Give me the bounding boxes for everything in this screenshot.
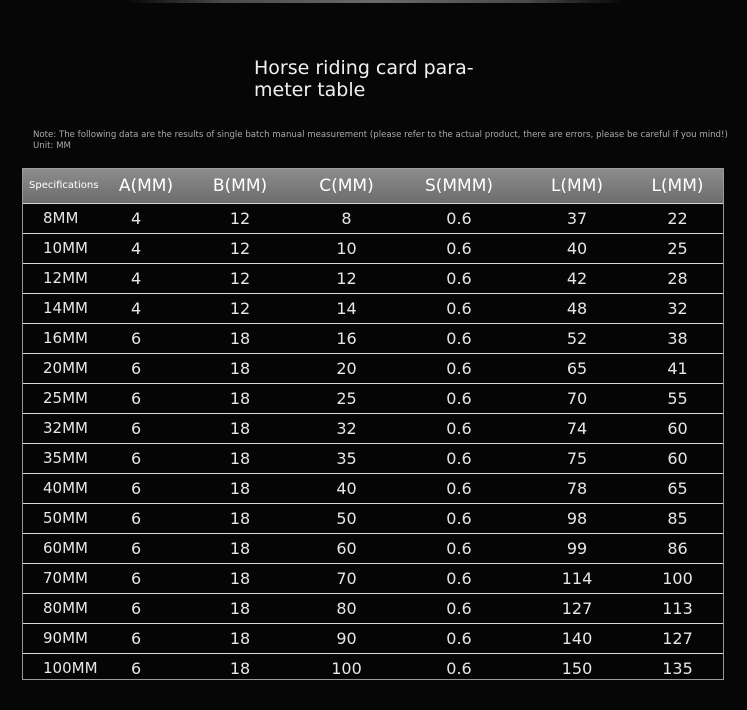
cell-c: 50 xyxy=(336,508,357,528)
cell-a: 6 xyxy=(131,628,142,648)
cell-a: 4 xyxy=(131,268,142,288)
cell-spec: 10MM xyxy=(43,239,88,257)
page-title: Horse riding card para- meter table xyxy=(254,57,474,101)
cell-l1: 40 xyxy=(566,238,588,258)
cell-l1: 78 xyxy=(566,478,588,498)
cell-l1: 52 xyxy=(566,328,588,348)
cell-s: 0.6 xyxy=(446,508,472,528)
cell-c: 60 xyxy=(336,538,357,558)
cell-a: 6 xyxy=(131,388,142,408)
cell-l2: 38 xyxy=(667,328,688,348)
cell-b: 18 xyxy=(229,568,251,588)
cell-l1: 114 xyxy=(561,568,593,588)
top-divider xyxy=(125,0,625,3)
cell-s: 0.6 xyxy=(446,418,472,438)
cell-a: 6 xyxy=(131,358,142,378)
table-row xyxy=(23,293,724,323)
cell-l1: 42 xyxy=(566,268,588,288)
cell-l2: 100 xyxy=(662,568,693,588)
cell-s: 0.6 xyxy=(446,538,472,558)
cell-s: 0.6 xyxy=(446,358,472,378)
cell-l2: 135 xyxy=(662,658,693,678)
cell-l2: 55 xyxy=(667,388,688,408)
cell-l2: 60 xyxy=(667,418,688,438)
table-row xyxy=(23,533,724,563)
cell-c: 12 xyxy=(336,268,357,288)
cell-l2: 25 xyxy=(667,238,688,258)
cell-spec: 60MM xyxy=(43,539,88,557)
cell-spec: 50MM xyxy=(43,509,88,527)
cell-b: 12 xyxy=(229,238,251,258)
cell-a: 6 xyxy=(131,538,142,558)
cell-l2: 60 xyxy=(667,448,688,468)
cell-s: 0.6 xyxy=(446,598,472,618)
cell-b: 18 xyxy=(229,448,251,468)
cell-s: 0.6 xyxy=(446,568,472,588)
table-row xyxy=(23,353,724,383)
cell-c: 80 xyxy=(336,598,357,618)
cell-l2: 65 xyxy=(667,478,688,498)
cell-spec: 80MM xyxy=(43,599,88,617)
cell-l2: 28 xyxy=(667,268,688,288)
header-l2: L(MM) xyxy=(651,175,704,196)
header-l1: L(MM) xyxy=(550,175,604,196)
table-row xyxy=(23,563,724,593)
cell-s: 0.6 xyxy=(446,268,472,288)
cell-l2: 22 xyxy=(667,208,688,228)
table-row xyxy=(23,323,724,353)
cell-s: 0.6 xyxy=(446,238,472,258)
cell-b: 18 xyxy=(229,538,251,558)
table-row xyxy=(23,503,724,533)
cell-l1: 98 xyxy=(566,508,588,528)
cell-s: 0.6 xyxy=(446,628,472,648)
cell-s: 0.6 xyxy=(446,298,472,318)
table-row xyxy=(23,443,724,473)
cell-l1: 127 xyxy=(561,598,593,618)
cell-l1: 65 xyxy=(566,358,588,378)
cell-s: 0.6 xyxy=(446,208,472,228)
cell-l1: 70 xyxy=(566,388,588,408)
cell-b: 18 xyxy=(229,358,251,378)
header-s: S(MMM) xyxy=(424,175,494,196)
cell-b: 12 xyxy=(229,268,251,288)
cell-s: 0.6 xyxy=(446,478,472,498)
cell-l1: 99 xyxy=(566,538,588,558)
cell-b: 12 xyxy=(229,208,251,228)
table-row xyxy=(23,413,724,443)
cell-spec: 32MM xyxy=(43,419,88,437)
cell-s: 0.6 xyxy=(446,388,472,408)
cell-l2: 86 xyxy=(667,538,688,558)
cell-b: 18 xyxy=(229,418,251,438)
cell-l1: 150 xyxy=(561,658,593,678)
cell-spec: 14MM xyxy=(43,299,88,317)
table-row xyxy=(23,203,724,233)
cell-s: 0.6 xyxy=(446,658,472,678)
cell-l2: 127 xyxy=(662,628,693,648)
cell-a: 6 xyxy=(131,418,142,438)
cell-a: 6 xyxy=(131,328,142,348)
cell-b: 12 xyxy=(229,298,251,318)
cell-b: 18 xyxy=(229,508,251,528)
cell-spec: 35MM xyxy=(43,449,88,467)
cell-c: 32 xyxy=(336,418,357,438)
cell-l1: 37 xyxy=(566,208,588,228)
cell-spec: 16MM xyxy=(43,329,88,347)
cell-spec: 12MM xyxy=(43,269,88,287)
header-b: B(MM) xyxy=(212,175,268,196)
cell-spec: 25MM xyxy=(43,389,88,407)
header-specifications: Specifications xyxy=(29,180,99,192)
cell-a: 6 xyxy=(131,478,142,498)
cell-l2: 85 xyxy=(667,508,688,528)
cell-c: 90 xyxy=(336,628,357,648)
cell-a: 6 xyxy=(131,508,142,528)
cell-spec: 8MM xyxy=(43,209,79,227)
cell-c: 10 xyxy=(336,238,357,258)
cell-b: 18 xyxy=(229,598,251,618)
cell-spec: 20MM xyxy=(43,359,88,377)
table-row xyxy=(23,233,724,263)
cell-spec: 100MM xyxy=(43,659,98,678)
parameter-table-container xyxy=(22,168,724,680)
cell-c: 20 xyxy=(336,358,357,378)
cell-c: 8 xyxy=(341,208,352,228)
measurement-note: Note: The following data are the results of single batch manual measurement (please refer to the actual product, there are errors, please be careful if you mind!) Unit: MM xyxy=(33,130,728,151)
cell-c: 100 xyxy=(331,658,362,678)
table-row xyxy=(23,473,724,503)
table-body xyxy=(23,203,724,680)
header-a: A(MM) xyxy=(118,175,174,196)
parameter-table xyxy=(23,169,724,680)
table-row xyxy=(23,383,724,413)
cell-c: 16 xyxy=(336,328,357,348)
cell-c: 14 xyxy=(336,298,357,318)
cell-l1: 48 xyxy=(566,298,588,318)
cell-a: 6 xyxy=(131,448,142,468)
cell-l1: 74 xyxy=(566,418,588,438)
table-header xyxy=(23,169,724,203)
cell-a: 6 xyxy=(131,568,142,588)
cell-b: 18 xyxy=(229,388,251,408)
header-c: C(MM) xyxy=(319,175,374,196)
cell-spec: 40MM xyxy=(43,479,88,497)
cell-b: 18 xyxy=(229,478,251,498)
cell-a: 4 xyxy=(131,298,142,318)
cell-b: 18 xyxy=(229,658,251,678)
cell-l2: 41 xyxy=(667,358,688,378)
table-row xyxy=(23,623,724,653)
table-row xyxy=(23,263,724,293)
cell-b: 18 xyxy=(229,328,251,348)
cell-l1: 75 xyxy=(566,448,588,468)
cell-b: 18 xyxy=(229,628,251,648)
cell-spec: 70MM xyxy=(43,569,88,587)
cell-a: 4 xyxy=(131,208,142,228)
table-row xyxy=(23,593,724,623)
cell-spec: 90MM xyxy=(43,629,88,647)
cell-a: 6 xyxy=(131,658,142,678)
cell-s: 0.6 xyxy=(446,448,472,468)
cell-c: 70 xyxy=(336,568,357,588)
cell-a: 6 xyxy=(131,598,142,618)
cell-l2: 113 xyxy=(662,598,693,618)
cell-c: 25 xyxy=(336,388,357,408)
cell-l1: 140 xyxy=(561,628,593,648)
cell-c: 40 xyxy=(336,478,357,498)
cell-c: 35 xyxy=(336,448,357,468)
cell-a: 4 xyxy=(131,238,142,258)
table-row xyxy=(23,653,724,680)
cell-s: 0.6 xyxy=(446,328,472,348)
header-row xyxy=(23,169,724,203)
cell-l2: 32 xyxy=(667,298,688,318)
